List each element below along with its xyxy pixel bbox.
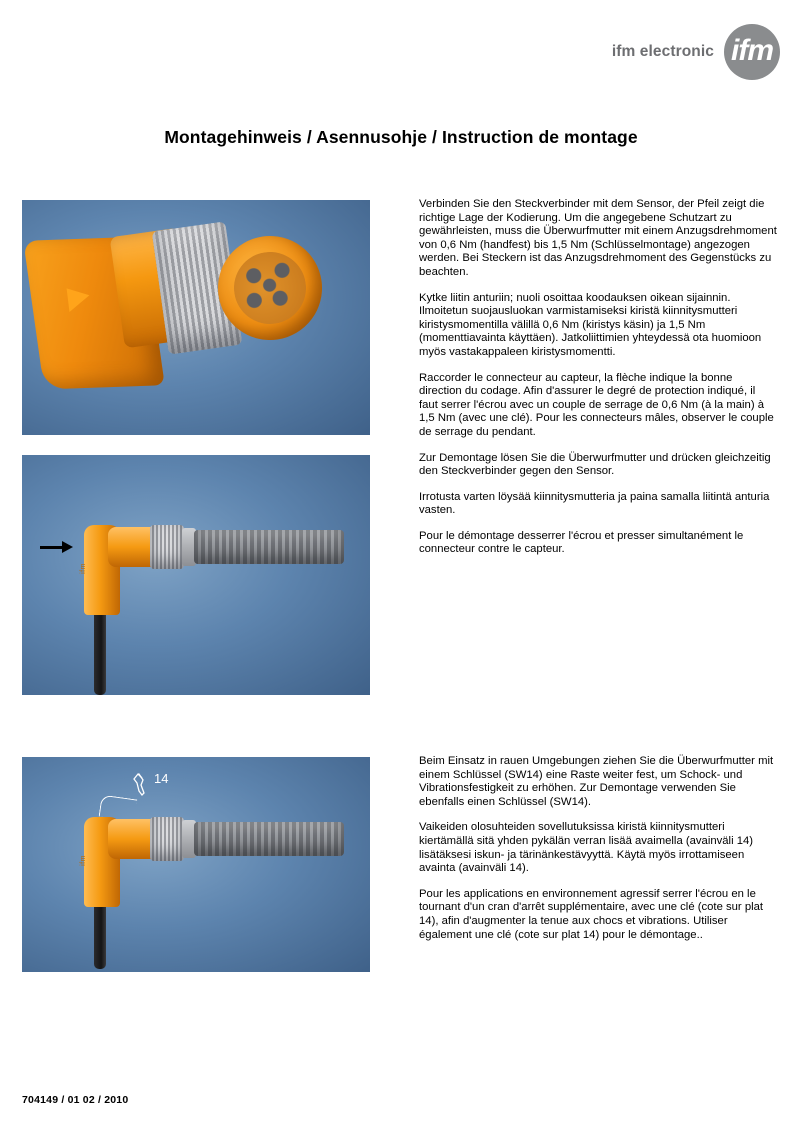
paragraph-fr-2: Pour le démontage desserrer l'écrou et presser simultanément le connecteur contre le capteur.	[419, 529, 744, 556]
sensor-barrel	[194, 822, 344, 856]
paragraph-fr-3: Pour les applications en environnement agressif serrer l'écrou en le tournant d'un cran d'arrêt supplémentaire, avec une clé (cote sur plat 14), afin d'augmenter la tenue aux chocs et vibrations. Utiliser également une clé (cote sur plat 14) pour le démontage..	[419, 887, 764, 941]
instructions-block-1	[419, 198, 777, 557]
coupling-nut	[150, 817, 184, 861]
document-code: 704149 / 01 02 / 2010	[22, 1094, 129, 1106]
connector-marking: ifm	[79, 855, 87, 866]
ifm-logo-icon	[724, 24, 780, 80]
logo-mark-text: ifm	[731, 34, 773, 67]
figure-connector-detail	[22, 200, 370, 435]
paragraph-de-2: Zur Demontage lösen Sie die Überwurfmutter und drücken gleichzeitig den Steckverbinder gegen den Sensor.	[419, 451, 771, 478]
paragraph-fi-2: Irrotusta varten löysää kiinnitysmutteria ja paina samalla liitintä anturia vasten.	[419, 490, 770, 517]
push-direction-arrow-icon	[40, 541, 73, 553]
connector-head	[108, 819, 156, 859]
paragraph-de-3: Beim Einsatz in rauen Umgebungen ziehen Sie die Überwurfmutter mit einem Schlüssel (SW14) eine Raste weiter fest, um Schock- und Vibrationsfestigkeit zu erhöhen. Zur Demontage verwenden Sie ebenfalls einen Schlüssel (SW14).	[419, 755, 774, 808]
figure-mounting	[22, 455, 370, 695]
wrench-callout	[130, 771, 168, 797]
connector-marking: ifm	[79, 563, 87, 574]
coupling-nut	[150, 525, 184, 569]
paragraph-fi-3: Vaikeiden olosuhteiden sovellutuksissa kiristä kiinnitysmutteri kiertämällä sitä yhden pykälän verran lisää avaimella (avainväli 14) lisätäksesi iskun- ja tärinänkestävyyttä. Käytä myös irrottamiseen avainta (avainväli 14).	[419, 821, 754, 875]
wrench-size-label: 14	[154, 771, 169, 786]
instructions-block-2	[419, 755, 777, 942]
page-title: Montagehinweis / Asennusohje / Instruction de montage	[164, 127, 638, 147]
wrench-icon	[130, 771, 150, 797]
figure-background	[22, 757, 370, 972]
figure-background	[22, 455, 370, 695]
figure-wrench-tightening	[22, 757, 370, 972]
sensor-barrel	[194, 530, 344, 564]
paragraph-de-1: Verbinden Sie den Steckverbinder mit dem Sensor, der Pfeil zeigt die richtige Lage der Kodierung. Um die angegebene Schutzart zu gewährleisten, muss die Überwurfmutter mit einem Anzugsdrehmoment von 0,6 Nm (handfest) bis 1,5 Nm (Schlüsselmontage) angezogen werden. Bei Steckern ist das Anzugsdrehmoment des Gegenstücks zu beachten.	[419, 198, 777, 278]
paragraph-fi-1: Kytke liitin anturiin; nuoli osoittaa koodauksen oikean sijainnin. Ilmoitetun suojausluokan varmistamiseksi kiristä kiinnitysmutteri kiristysmomentilla välillä 0,6 Nm (kiristys käsin) ja 1,5 Nm (momenttiavainta käyttäen). Jatkoliittimien yhteydessä ota huomioon myös vastakappaleen kiristysmomentti.	[419, 291, 762, 358]
paragraph-fr-1: Raccorder le connecteur au capteur, la flèche indique la bonne direction du codage. Afin d'assurer le degré de protection indiqué, il faut serrer l'écrou avec un couple de serrage de 0,6 Nm (à la main) à 1,5 Nm (avec une clé). Pour les connecteurs mâles, observer le couple de serrage du pendant.	[419, 371, 774, 438]
brand-logo	[612, 24, 780, 80]
brand-name: ifm electronic	[611, 43, 714, 60]
connector-head	[108, 527, 156, 567]
